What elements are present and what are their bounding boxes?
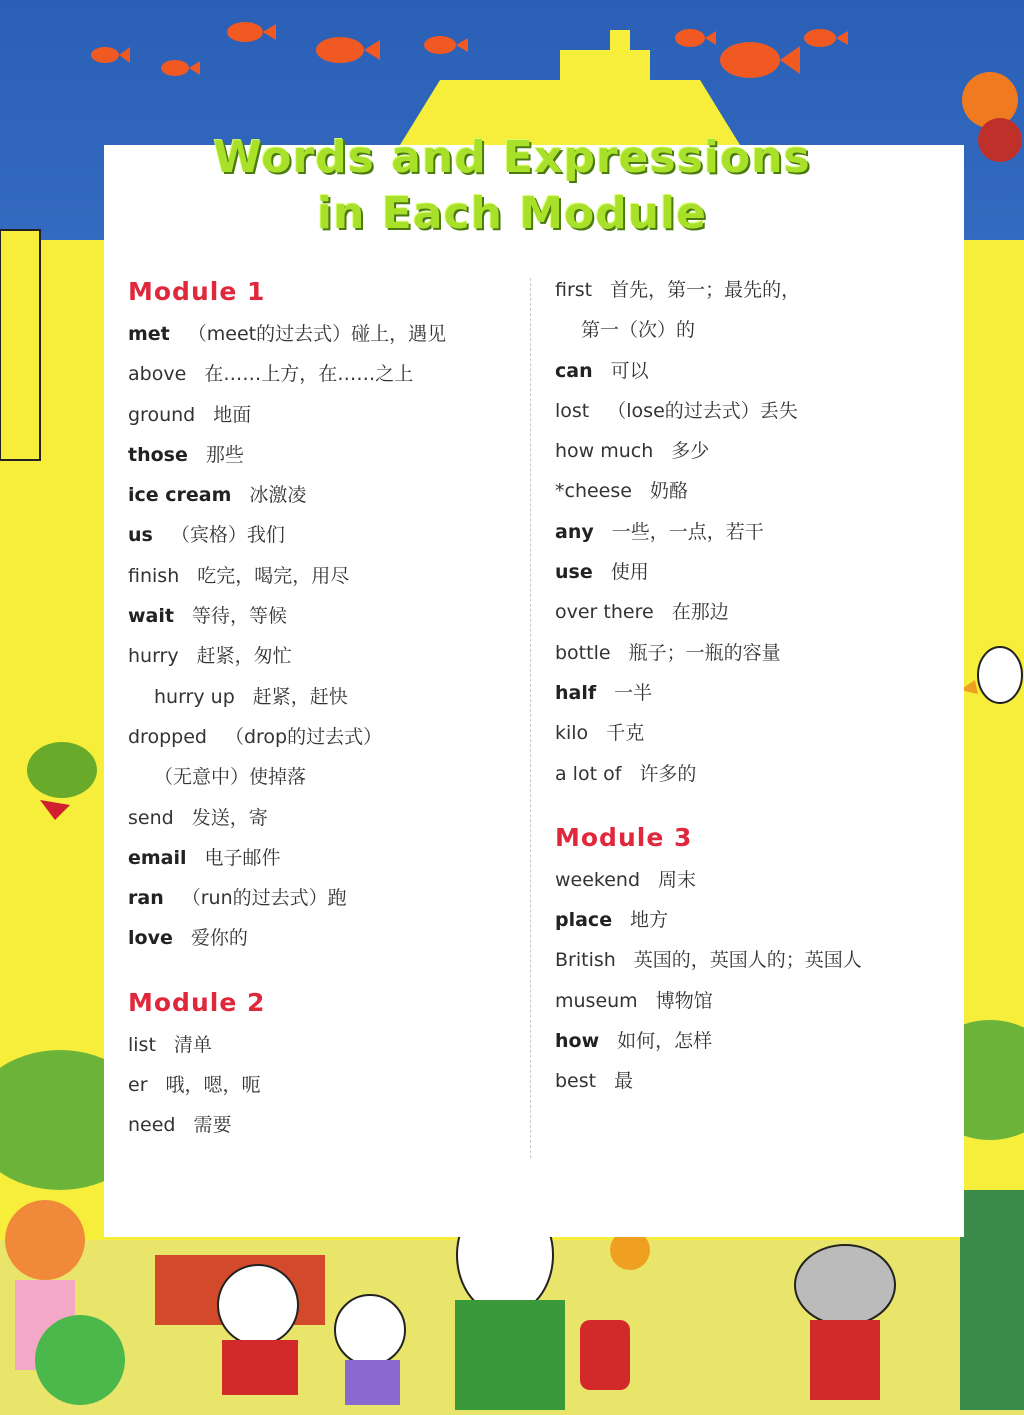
vocab-word: over there bbox=[555, 601, 654, 624]
vocab-entry bbox=[128, 354, 518, 394]
vocab-entry bbox=[128, 515, 518, 555]
vocab-entry bbox=[128, 596, 518, 636]
vocab-entry bbox=[128, 798, 518, 838]
vocab-word: British bbox=[555, 949, 616, 972]
vocab-word: half bbox=[555, 681, 597, 704]
vocab-entry bbox=[555, 900, 945, 940]
fish-icon bbox=[161, 60, 200, 76]
vocab-entry bbox=[128, 1105, 518, 1145]
crocodile-character-icon bbox=[960, 1190, 1024, 1410]
vocab-word: those bbox=[128, 443, 188, 466]
vocab-meaning: 最 bbox=[614, 1070, 634, 1093]
vocab-word: ran bbox=[128, 887, 164, 910]
vocab-meaning: 博物馆 bbox=[655, 989, 713, 1012]
vocab-entry bbox=[555, 633, 945, 673]
vocab-word: how bbox=[555, 1030, 600, 1053]
vocab-entry bbox=[128, 677, 518, 717]
vocab-meaning: 一半 bbox=[614, 681, 653, 704]
vocab-meaning: 电子邮件 bbox=[204, 846, 281, 869]
vocab-word: dropped bbox=[128, 725, 207, 748]
fish-icon bbox=[720, 42, 800, 78]
vocab-entry bbox=[128, 435, 518, 475]
mouse-character-icon bbox=[335, 1295, 405, 1405]
vocab-word: us bbox=[128, 524, 153, 547]
vocab-entry bbox=[555, 391, 945, 431]
vocab-meaning: 需要 bbox=[193, 1114, 232, 1137]
vocab-meaning: 发送，寄 bbox=[191, 806, 268, 829]
vocab-entry bbox=[555, 673, 945, 713]
vocab-word: love bbox=[128, 927, 173, 950]
module-3-title: Module 3 bbox=[555, 822, 693, 852]
vocab-meaning: 在……上方，在……之上 bbox=[204, 363, 414, 386]
vocab-meaning: 周末 bbox=[658, 868, 697, 891]
vocab-word: best bbox=[555, 1070, 597, 1093]
vocab-meaning: 一些，一点，若干 bbox=[611, 520, 764, 543]
vocab-entry bbox=[555, 512, 945, 552]
fish-icon bbox=[804, 29, 848, 47]
vocab-meaning: 瓶子；一瓶的容量 bbox=[628, 641, 781, 664]
vocab-entry bbox=[555, 1021, 945, 1061]
vocab-word: send bbox=[128, 806, 174, 829]
vocab-entry bbox=[128, 475, 518, 515]
vocab-word: *cheese bbox=[555, 480, 632, 503]
left-tower bbox=[0, 230, 40, 460]
vocab-meaning: （无意中）使掉落 bbox=[154, 766, 307, 789]
right-column bbox=[555, 270, 945, 1102]
module-1-list bbox=[128, 314, 518, 959]
vocab-meaning: 如何，怎样 bbox=[617, 1030, 713, 1053]
vocab-entry bbox=[128, 878, 518, 918]
vocab-meaning: 赶紧，赶快 bbox=[252, 685, 348, 708]
vocab-word: use bbox=[555, 561, 593, 584]
vocab-meaning: 奶酪 bbox=[649, 480, 688, 503]
vocab-meaning: 地方 bbox=[630, 909, 669, 932]
vocab-word: any bbox=[555, 520, 594, 543]
vocab-meaning: 许多的 bbox=[639, 762, 697, 785]
wolf-character-icon bbox=[795, 1245, 895, 1400]
vocab-entry bbox=[555, 471, 945, 511]
vocab-word: museum bbox=[555, 989, 638, 1012]
vocab-entry bbox=[555, 940, 945, 980]
vocab-word: hurry bbox=[128, 645, 179, 668]
vocab-meaning: （run的过去式）跑 bbox=[181, 887, 347, 910]
vocab-meaning: 英国的，英国人的；英国人 bbox=[633, 949, 862, 972]
vocab-meaning: 赶紧，匆忙 bbox=[196, 645, 292, 668]
vocab-meaning: 多少 bbox=[671, 440, 710, 463]
page-title bbox=[0, 130, 1024, 242]
vocab-word: kilo bbox=[555, 722, 589, 745]
vocab-word: email bbox=[128, 846, 187, 869]
vocab-entry bbox=[128, 395, 518, 435]
vocab-word: lost bbox=[555, 399, 590, 422]
vocab-word: wait bbox=[128, 605, 174, 628]
vocab-entry bbox=[555, 431, 945, 471]
vocab-entry bbox=[555, 270, 945, 310]
vocab-entry bbox=[128, 838, 518, 878]
vocab-entry bbox=[128, 1025, 518, 1065]
fish-icon bbox=[227, 22, 276, 42]
vocab-entry bbox=[128, 636, 518, 676]
vocab-meaning: （meet的过去式）碰上，遇见 bbox=[187, 323, 447, 345]
bird-icon bbox=[27, 742, 97, 820]
vocab-entry bbox=[128, 314, 518, 354]
vocab-meaning: 吃完，喝完，用尽 bbox=[197, 564, 350, 587]
vocab-entry bbox=[555, 754, 945, 794]
vocab-word: a lot of bbox=[555, 762, 622, 785]
fish-icon bbox=[424, 36, 468, 54]
vocab-entry bbox=[555, 310, 945, 350]
module-2-continued-list bbox=[555, 270, 945, 794]
vocab-entry bbox=[555, 713, 945, 753]
vocab-meaning: 爱你的 bbox=[190, 927, 248, 950]
vocab-word: first bbox=[555, 279, 593, 301]
module-2-list bbox=[128, 1025, 518, 1146]
title-line-2: in Each Module bbox=[317, 188, 707, 239]
vocab-entry bbox=[555, 552, 945, 592]
title-line-1: Words and Expressions bbox=[213, 132, 811, 183]
vocab-meaning: 可以 bbox=[610, 359, 649, 382]
vocab-word: hurry up bbox=[154, 685, 235, 708]
vocab-entry bbox=[128, 918, 518, 958]
vocab-word: how much bbox=[555, 440, 654, 463]
backpack-icon bbox=[580, 1320, 630, 1390]
vocab-word: er bbox=[128, 1074, 148, 1097]
left-column bbox=[128, 270, 518, 1146]
vocab-meaning: 首先，第一；最先的， bbox=[610, 279, 801, 301]
vocab-word: list bbox=[128, 1033, 156, 1056]
vocab-meaning: 那些 bbox=[205, 443, 244, 466]
vocab-entry bbox=[555, 351, 945, 391]
vocab-meaning: 冰激凌 bbox=[249, 484, 307, 507]
bear-character-icon bbox=[218, 1265, 298, 1395]
module-2-title: Module 2 bbox=[128, 987, 266, 1017]
vocab-entry bbox=[555, 592, 945, 632]
vocab-word: finish bbox=[128, 564, 180, 587]
vocab-meaning: 第一（次）的 bbox=[581, 319, 696, 342]
vocab-word: above bbox=[128, 363, 187, 386]
vocab-entry bbox=[128, 717, 518, 757]
vocab-meaning: 地面 bbox=[213, 403, 252, 426]
fish-icon bbox=[675, 29, 716, 47]
vocab-entry bbox=[555, 1061, 945, 1101]
vocab-word: ice cream bbox=[128, 484, 232, 507]
green-star-icon bbox=[35, 1315, 125, 1405]
vocab-entry bbox=[128, 556, 518, 596]
vocab-entry bbox=[128, 757, 518, 797]
vocab-meaning: （lose的过去式）丢失 bbox=[607, 399, 798, 422]
vocab-word: met bbox=[128, 323, 170, 345]
vocab-meaning: 使用 bbox=[610, 561, 649, 584]
vocab-entry bbox=[128, 1065, 518, 1105]
vocab-meaning: 等待，等候 bbox=[191, 605, 287, 628]
vocab-meaning: 在那边 bbox=[671, 601, 729, 624]
vocab-word: ground bbox=[128, 403, 196, 426]
vocab-word: need bbox=[128, 1114, 176, 1137]
vocab-meaning: （宾格）我们 bbox=[170, 524, 285, 547]
module-1-title: Module 1 bbox=[128, 277, 266, 306]
fish-icon bbox=[316, 37, 380, 63]
vocab-word: weekend bbox=[555, 868, 641, 891]
vocab-entry bbox=[555, 981, 945, 1021]
vocab-meaning: 千克 bbox=[606, 722, 645, 745]
vocab-meaning: 哦，嗯，呃 bbox=[165, 1074, 261, 1097]
fish-icon bbox=[91, 47, 130, 63]
module-3-list bbox=[555, 860, 945, 1102]
vocab-word: place bbox=[555, 909, 613, 932]
column-divider bbox=[530, 278, 531, 1158]
vocab-word: can bbox=[555, 359, 593, 382]
vocab-entry bbox=[555, 860, 945, 900]
vocab-meaning: （drop的过去式） bbox=[224, 725, 383, 748]
vocab-word: bottle bbox=[555, 641, 611, 664]
vocab-meaning: 清单 bbox=[173, 1033, 212, 1056]
